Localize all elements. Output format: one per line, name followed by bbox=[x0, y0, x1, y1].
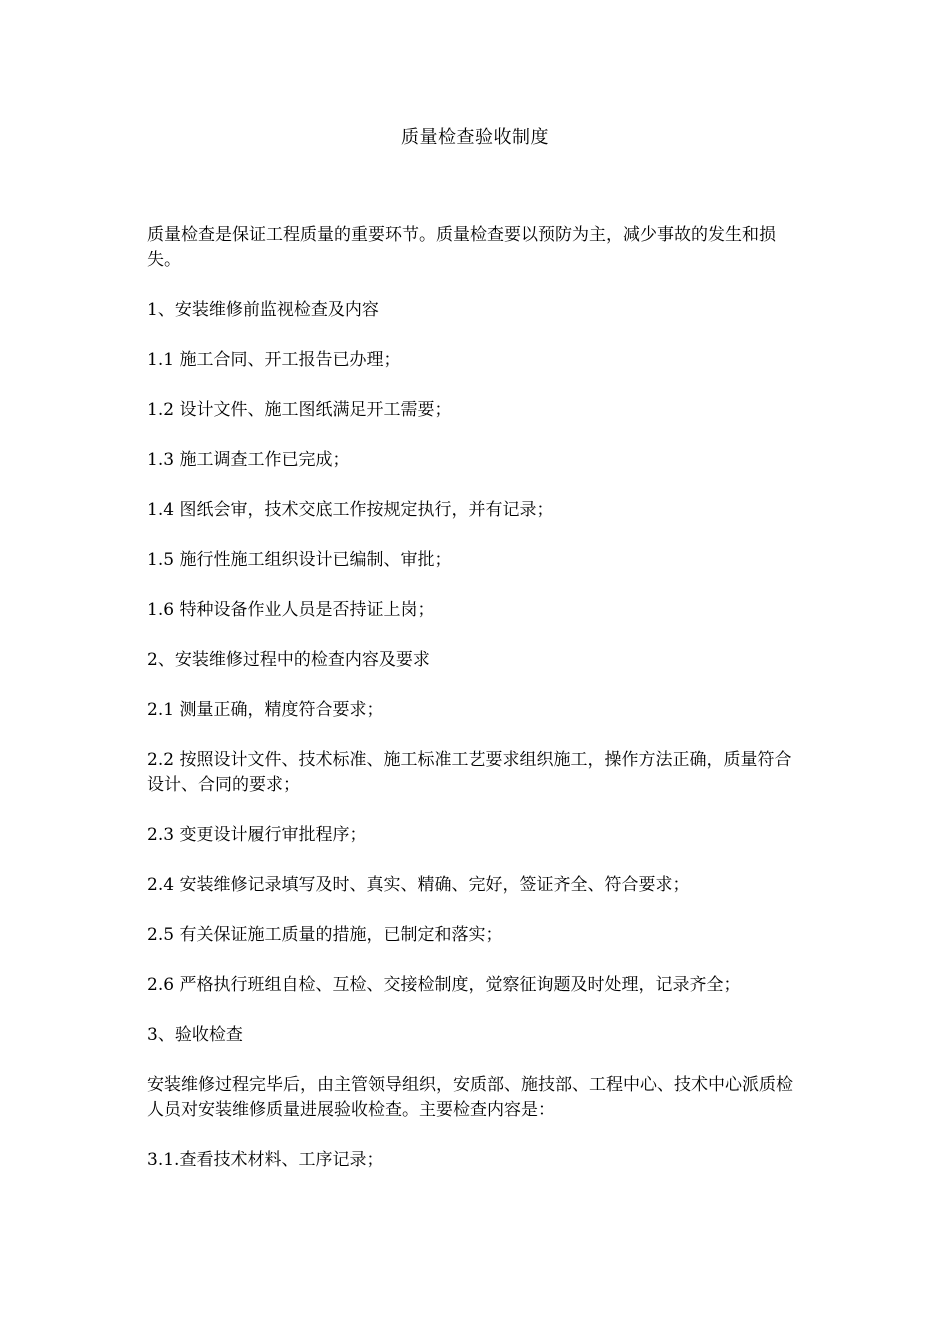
list-item-1-2: 1.2 设计文件、施工图纸满足开工需要； bbox=[147, 400, 452, 420]
list-item-2-2: 2.2 按照设计文件、技术标准、施工标准工艺要求组织施工，操作方法正确，质量符合设计、合同的要求； bbox=[147, 750, 792, 795]
list-item-1-3: 1.3 施工调查工作已完成； bbox=[147, 450, 350, 470]
section-heading-2: 2、安装维修过程中的检查内容及要求 bbox=[147, 650, 430, 670]
list-item-1-5: 1.5 施行性施工组织设计已编制、审批； bbox=[147, 550, 452, 570]
list-item-2-4: 2.4 安装维修记录填写及时、真实、精确、完好，签证齐全、符合要求； bbox=[147, 875, 690, 895]
intro-paragraph: 质量检查是保证工程质量的重要环节。质量检查要以预防为主，减少事故的发生和损失。 bbox=[147, 225, 776, 270]
document-title: 质量检查验收制度 bbox=[401, 127, 549, 148]
list-item-2-6: 2.6 严格执行班组自检、互检、交接检制度，觉察征询题及时处理，记录齐全； bbox=[147, 975, 741, 995]
list-item-3-1: 3.1.查看技术材料、工序记录； bbox=[147, 1150, 384, 1170]
list-item-2-3: 2.3 变更设计履行审批程序； bbox=[147, 825, 367, 845]
list-item-1-4: 1.4 图纸会审，技术交底工作按规定执行，并有记录； bbox=[147, 500, 554, 520]
section-heading-1: 1、安装维修前监视检查及内容 bbox=[147, 300, 379, 320]
document-body bbox=[147, 223, 807, 1198]
section-3-paragraph: 安装维修过程完毕后，由主管领导组织，安质部、施技部、工程中心、技术中心派质检人员对安装维修质量进展验收检查。主要检查内容是： bbox=[147, 1075, 793, 1120]
list-item-2-5: 2.5 有关保证施工质量的措施，已制定和落实； bbox=[147, 925, 503, 945]
list-item-2-1: 2.1 测量正确，精度符合要求； bbox=[147, 700, 384, 720]
section-heading-3: 3、验收检查 bbox=[147, 1025, 243, 1045]
list-item-1-6: 1.6 特种设备作业人员是否持证上岗； bbox=[147, 600, 435, 620]
list-item-1-1: 1.1 施工合同、开工报告已办理； bbox=[147, 350, 401, 370]
